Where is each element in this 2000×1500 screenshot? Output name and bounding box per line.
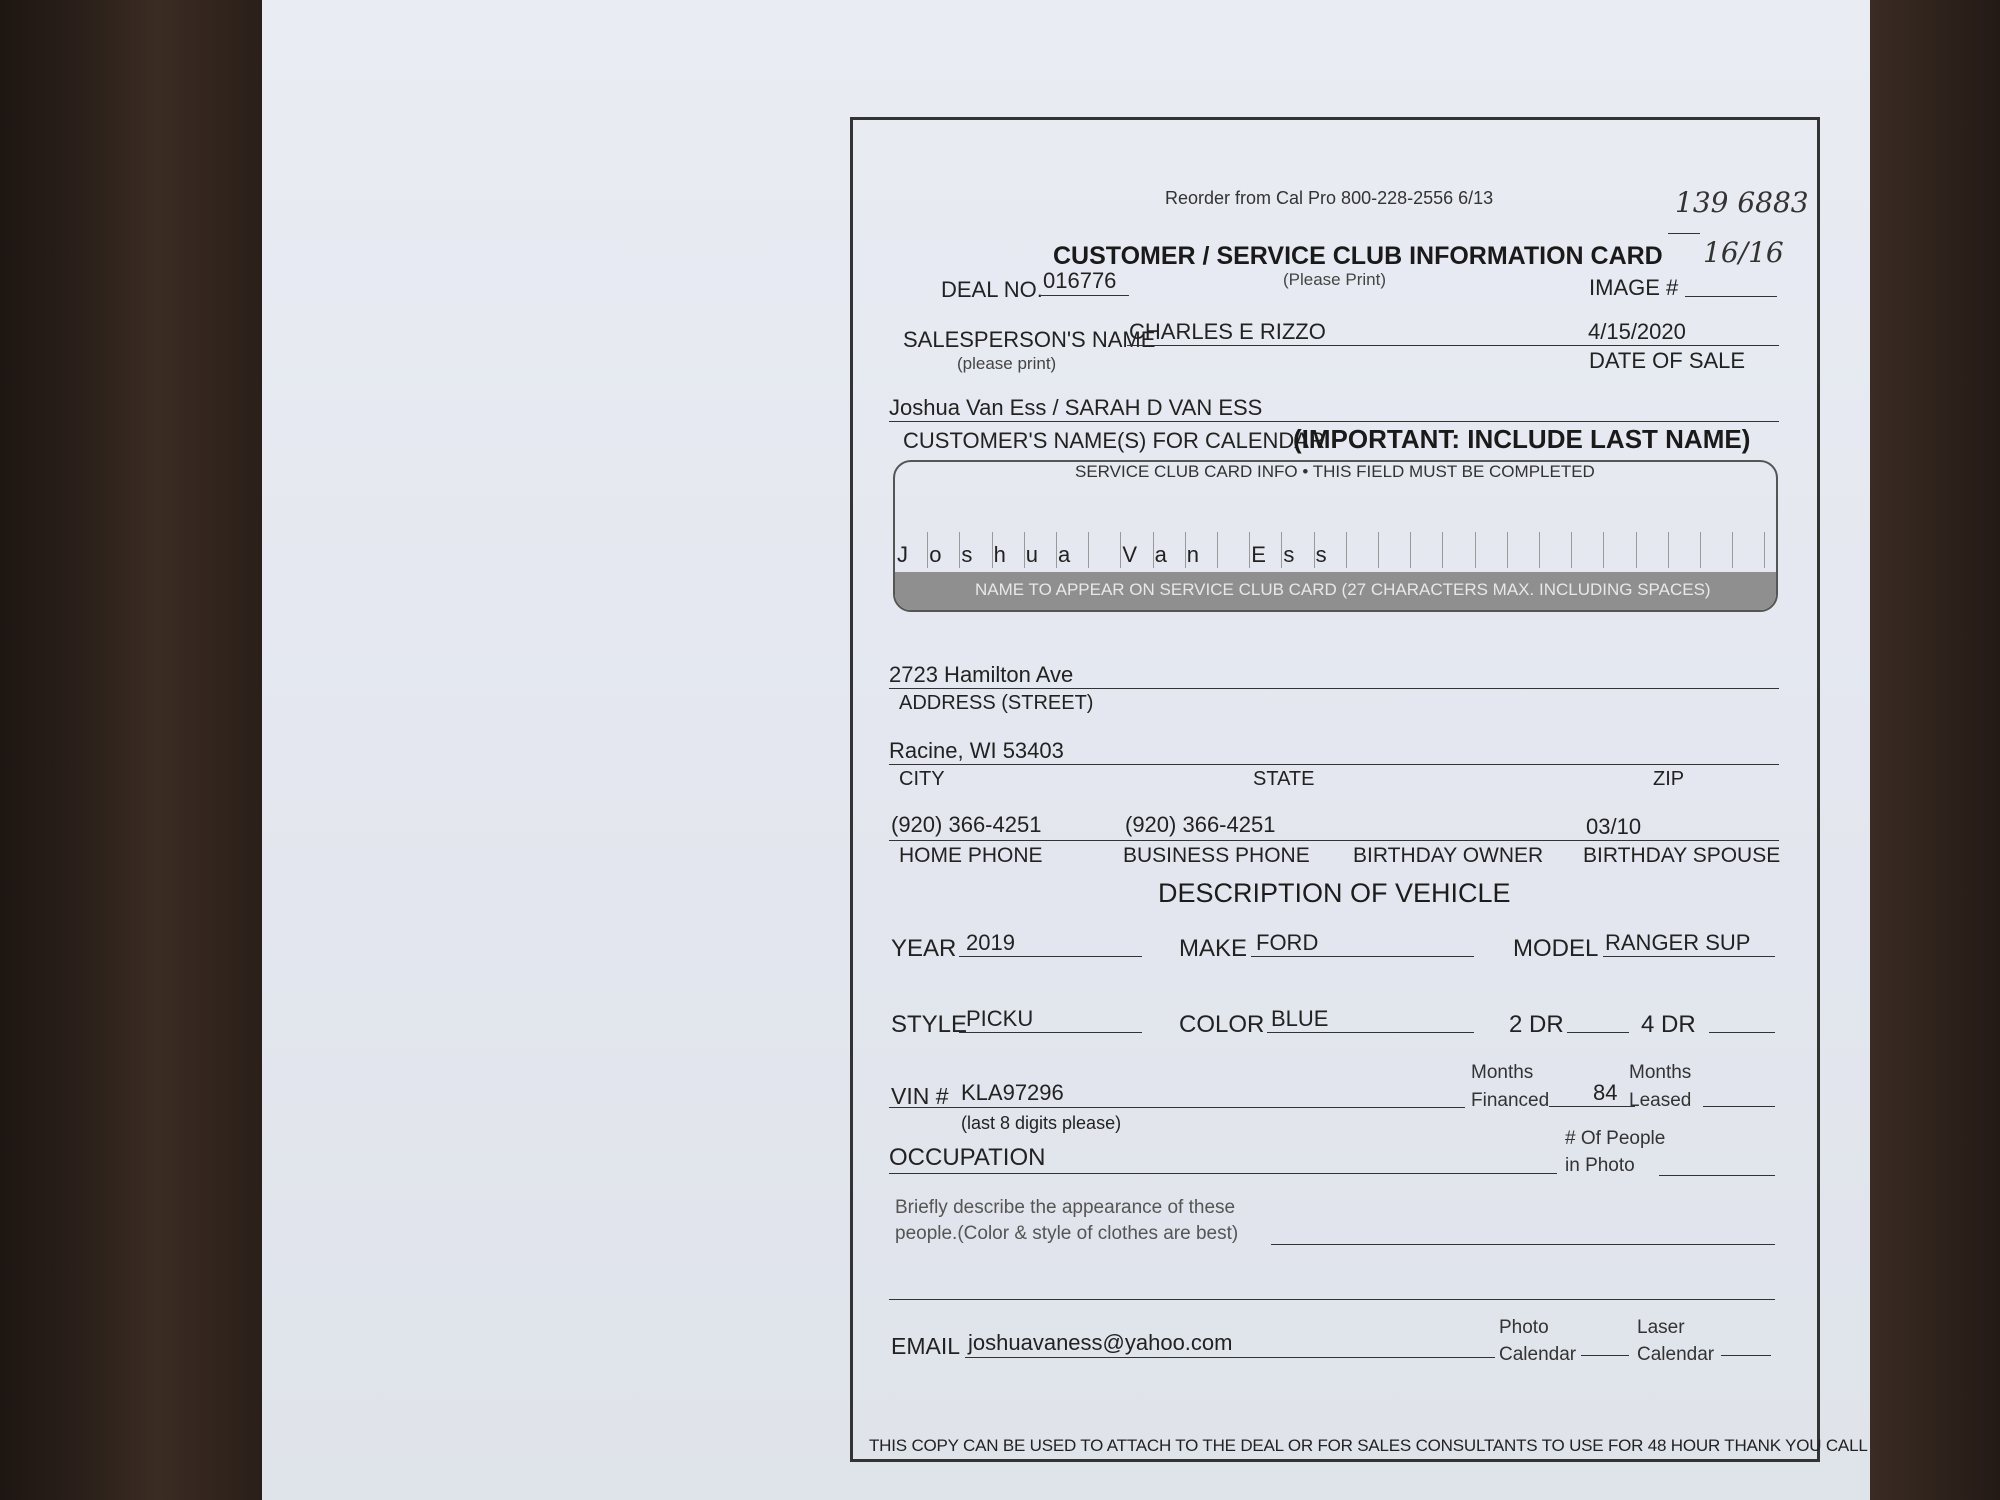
months-leased-line [1703, 1106, 1775, 1107]
year-label: YEAR [891, 935, 957, 962]
people-in-photo-line [1659, 1175, 1775, 1176]
character-cell-divider [1700, 532, 1701, 568]
color-line [1267, 1032, 1474, 1033]
four-door-line [1709, 1032, 1775, 1033]
character-cell-divider [1249, 532, 1250, 568]
city-label: CITY [899, 768, 945, 790]
character-cell-divider [1539, 532, 1540, 568]
birthday-spouse-value: 03/10 [1586, 814, 1642, 839]
months-leased-label-1: Months [1629, 1062, 1692, 1083]
deal-number-line [1041, 295, 1129, 296]
year-value: 2019 [966, 930, 1015, 955]
character-cell-divider [1668, 532, 1669, 568]
salesperson-value: CHARLES E RIZZO [1129, 319, 1326, 344]
service-club-name-letter: a [1058, 542, 1071, 567]
character-cell-divider [959, 532, 960, 568]
style-label: STYLE [891, 1011, 968, 1038]
laser-calendar-line [1721, 1355, 1771, 1356]
character-cell-divider [1120, 532, 1121, 568]
character-cell-divider [927, 532, 928, 568]
salesperson-hint: (please print) [957, 354, 1057, 373]
character-cell-divider [1636, 532, 1637, 568]
character-cell-divider [1764, 532, 1765, 568]
describe-label-1: Briefly describe the appearance of these [895, 1197, 1236, 1218]
character-cell-divider [1217, 532, 1218, 568]
card-footer-text: THIS COPY CAN BE USED TO ATTACH TO THE DEAL OR FOR SALES CONSULTANTS TO USE FOR 48 HOUR THANK YOU CALL [869, 1436, 1868, 1455]
vin-line [889, 1107, 1465, 1108]
photo-calendar-line [1581, 1355, 1629, 1356]
service-club-name-letter: J [897, 542, 908, 567]
months-financed-line [1549, 1106, 1635, 1107]
salesperson-label: SALESPERSON'S NAME [903, 327, 1156, 352]
photo-calendar-label-2: Calendar [1499, 1344, 1577, 1365]
two-door-label: 2 DR [1509, 1011, 1564, 1038]
home-phone-label: HOME PHONE [899, 844, 1043, 867]
date-of-sale-label: DATE OF SALE [1589, 348, 1746, 373]
character-cell-divider [1088, 532, 1089, 568]
character-cell-divider [992, 532, 993, 568]
service-club-name-letter: s [961, 542, 973, 567]
character-cell-divider [1024, 532, 1025, 568]
laser-calendar-label-1: Laser [1637, 1317, 1685, 1338]
photo-calendar-label-1: Photo [1499, 1317, 1549, 1338]
street-value: 2723 Hamilton Ave [889, 662, 1074, 687]
reorder-text: Reorder from Cal Pro 800-228-2556 6/13 [1165, 188, 1494, 208]
character-cell-divider [1475, 532, 1476, 568]
people-in-photo-label-1: # Of People [1565, 1128, 1666, 1149]
handwritten-dash [1668, 233, 1700, 234]
months-leased-label-2: Leased [1629, 1090, 1692, 1111]
style-value: PICKU [966, 1006, 1034, 1031]
email-value: joshuavaness@yahoo.com [968, 1330, 1233, 1355]
birthday-owner-label: BIRTHDAY OWNER [1353, 844, 1544, 867]
please-print-note: (Please Print) [1283, 270, 1386, 289]
service-club-name-letter: o [929, 542, 942, 567]
service-club-name-letter: h [993, 542, 1006, 567]
service-club-footer-bar [895, 572, 1776, 610]
image-number-label: IMAGE # [1589, 275, 1679, 300]
vin-value: KLA97296 [961, 1080, 1064, 1105]
people-in-photo-label-2: in Photo [1565, 1155, 1635, 1176]
character-cell-divider [1346, 532, 1347, 568]
model-value: RANGER SUP [1605, 930, 1751, 955]
card-title: CUSTOMER / SERVICE CLUB INFORMATION CARD [1053, 242, 1663, 270]
service-club-name-letter: u [1025, 542, 1039, 567]
character-cell-divider [1571, 532, 1572, 568]
occupation-label: OCCUPATION [889, 1144, 1046, 1171]
customer-names-value: Joshua Van Ess / SARAH D VAN ESS [889, 395, 1263, 420]
handwritten-fraction: 16/16 [1703, 236, 1784, 269]
character-cell-divider [1314, 532, 1315, 568]
year-line [959, 956, 1142, 957]
four-door-label: 4 DR [1641, 1011, 1696, 1038]
character-cell-divider [1410, 532, 1411, 568]
birthday-spouse-label: BIRTHDAY SPOUSE [1583, 844, 1781, 867]
vin-label: VIN # [891, 1083, 949, 1109]
service-club-name-letter: s [1315, 542, 1327, 567]
style-line [959, 1032, 1142, 1033]
color-label: COLOR [1179, 1011, 1265, 1038]
business-phone-value: (920) 366-4251 [1125, 812, 1276, 837]
character-cell-divider [1185, 532, 1186, 568]
image-number-line [1685, 296, 1777, 297]
describe-line-1 [1271, 1244, 1775, 1245]
two-door-line [1567, 1032, 1629, 1033]
service-club-header: SERVICE CLUB CARD INFO • THIS FIELD MUST BE COMPLETED [1075, 462, 1595, 481]
paper-sheet [262, 0, 1870, 1500]
vehicle-heading: DESCRIPTION OF VEHICLE [1158, 878, 1511, 908]
service-club-name-letter: E [1251, 542, 1266, 567]
handwritten-number: 139 6883 [1675, 186, 1809, 219]
salesperson-line [1127, 345, 1779, 346]
customer-names-label: CUSTOMER'S NAME(S) FOR CALENDAR [903, 428, 1325, 453]
character-cell-divider [1378, 532, 1379, 568]
city-line [889, 764, 1779, 765]
character-cell-divider [1732, 532, 1733, 568]
occupation-line [889, 1173, 1557, 1174]
months-financed-label-1: Months [1471, 1062, 1534, 1083]
laser-calendar-label-2: Calendar [1637, 1344, 1715, 1365]
describe-line-2 [889, 1299, 1775, 1300]
state-label: STATE [1253, 768, 1315, 790]
vin-hint: (last 8 digits please) [961, 1113, 1122, 1133]
information-card [850, 117, 1868, 1462]
character-cell-divider [1603, 532, 1604, 568]
service-club-name-letter: s [1283, 542, 1295, 567]
zip-label: ZIP [1653, 768, 1685, 790]
character-cell-divider [1056, 532, 1057, 568]
character-cell-divider [1507, 532, 1508, 568]
service-club-card-box [893, 460, 1778, 612]
model-line [1603, 956, 1775, 957]
make-value: FORD [1256, 930, 1319, 955]
street-label: ADDRESS (STREET) [899, 692, 1094, 714]
model-label: MODEL [1513, 935, 1599, 962]
color-value: BLUE [1271, 1006, 1329, 1031]
deal-number-label: DEAL NO. [941, 277, 1043, 302]
home-phone-value: (920) 366-4251 [891, 812, 1042, 837]
desk-background-right [1870, 0, 2000, 1500]
business-phone-label: BUSINESS PHONE [1123, 844, 1310, 867]
service-club-name-letter: V [1122, 542, 1138, 567]
desk-background-left [0, 0, 262, 1500]
customer-names-line [889, 421, 1779, 422]
phones-line [889, 840, 1779, 841]
service-club-name-letter: a [1154, 542, 1167, 567]
months-financed-value: 84 [1593, 1080, 1618, 1105]
months-financed-label-2: Financed [1471, 1090, 1550, 1111]
service-club-name-letter: n [1186, 542, 1200, 567]
character-cell-divider [1442, 532, 1443, 568]
email-label: EMAIL [891, 1333, 961, 1359]
character-cell-divider [1153, 532, 1154, 568]
make-line [1251, 956, 1474, 957]
service-club-footer-text: NAME TO APPEAR ON SERVICE CLUB CARD (27 CHARACTERS MAX. INCLUDING SPACES) [975, 580, 1711, 599]
make-label: MAKE [1179, 935, 1248, 962]
customer-names-important: (IMPORTANT: INCLUDE LAST NAME) [1293, 424, 1751, 454]
describe-label-2: people.(Color & style of clothes are best) [895, 1223, 1239, 1244]
character-cell-divider [1281, 532, 1282, 568]
city-value: Racine, WI 53403 [889, 738, 1064, 763]
street-line [889, 688, 1779, 689]
date-of-sale-value: 4/15/2020 [1588, 319, 1686, 344]
email-line [965, 1357, 1495, 1358]
deal-number-value: 016776 [1043, 268, 1117, 293]
